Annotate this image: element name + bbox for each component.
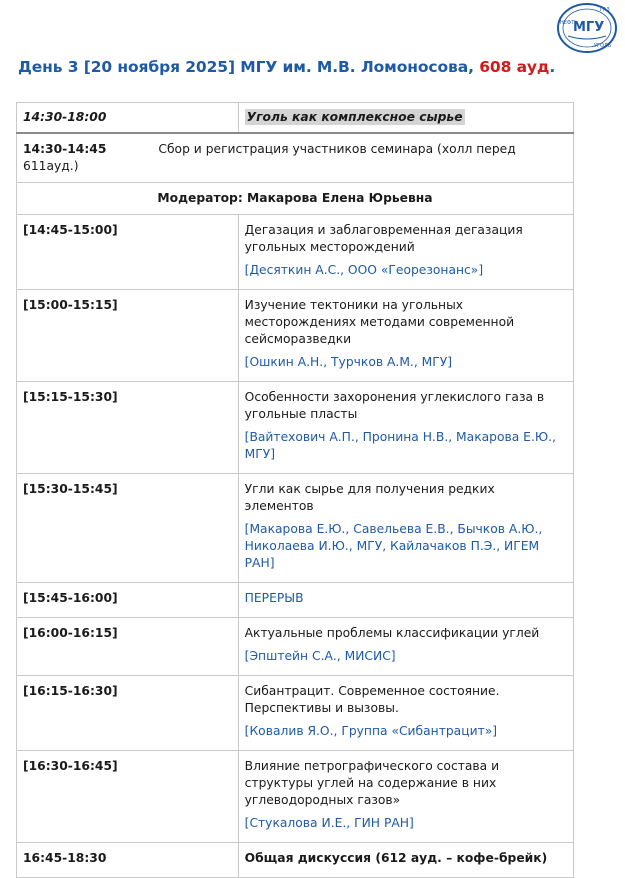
- day-heading: День 3 [20 ноября 2025] МГУ им. М.В. Ломоносова,: [18, 58, 480, 76]
- break-label: ПЕРЕРЫВ: [238, 583, 573, 618]
- talk-title: Особенности захоронения углекислого газа в угольные пласты: [244, 390, 545, 421]
- talk-time: [15:30-15:45]: [17, 474, 239, 583]
- talk-title: Угли как сырье для получения редких элементов: [244, 482, 495, 513]
- talk-authors: [Ошкин А.Н., Турчков А.М., МГУ]: [244, 355, 453, 369]
- talk-time: [16:00-16:15]: [17, 618, 239, 676]
- talk-authors: [Ковалив Я.О., Группа «Сибантрацит»]: [244, 724, 498, 738]
- talk-row: [17, 382, 574, 474]
- talk-cell: [238, 290, 573, 382]
- registration-cell: [17, 133, 574, 183]
- logo-top-text: ГАЗ: [600, 7, 610, 13]
- section-header-row: [17, 103, 574, 134]
- talk-time: [16:30-16:45]: [17, 751, 239, 843]
- registration-time: 14:30-14:45: [23, 142, 107, 156]
- talk-cell: [238, 474, 573, 583]
- talk-time: [16:15-16:30]: [17, 676, 239, 751]
- talk-time: [15:15-15:30]: [17, 382, 239, 474]
- talk-time: [14:45-15:00]: [17, 215, 239, 290]
- discussion-time: 16:45-18:30: [17, 843, 239, 878]
- logo-bottom-text: УГОЛЬ: [594, 43, 612, 49]
- talk-row: [17, 676, 574, 751]
- discussion-row: [17, 843, 574, 878]
- talk-row: [17, 290, 574, 382]
- page-title: [18, 58, 555, 76]
- section-title-cell: [238, 103, 573, 134]
- msu-logo: [556, 2, 618, 54]
- schedule-table: [16, 102, 574, 878]
- talk-cell: [238, 751, 573, 843]
- discussion-text: Общая дискуссия (612 ауд. – кофе-брейк): [238, 843, 573, 878]
- heading-dot: .: [549, 58, 556, 76]
- section-title: Уголь как комплексное сырье: [246, 110, 463, 124]
- moderator-row: [17, 183, 574, 215]
- talk-time: [15:00-15:15]: [17, 290, 239, 382]
- moderator: Модератор: Макарова Елена Юрьевна: [17, 183, 574, 215]
- talk-cell: [238, 382, 573, 474]
- room-number: 608 ауд: [479, 58, 550, 76]
- talk-authors: [Эпштейн С.А., МИСИС]: [244, 649, 396, 663]
- registration-row: [17, 133, 574, 183]
- logo-left-text: НЕФТЬ: [560, 20, 578, 26]
- talk-title: Дегазация и заблаговременная дегазация угольных месторождений: [244, 223, 523, 254]
- registration-text: Сбор и регистрация участников семинара (холл перед 611ауд.): [23, 142, 516, 173]
- talk-authors: [Вайтехович А.П., Пронина Н.В., Макарова Е.Ю., МГУ]: [244, 430, 556, 461]
- talk-title: Влияние петрографического состава и структуры углей на содержание в них углеводородных газов»: [244, 759, 500, 807]
- talk-title: Изучение тектоники на угольных месторождениях методами современной сейсморазведки: [244, 298, 515, 346]
- section-time: 14:30-18:00: [17, 103, 239, 134]
- talk-cell: [238, 618, 573, 676]
- talk-row: [17, 474, 574, 583]
- talk-row: [17, 618, 574, 676]
- talk-authors: [Макарова Е.Ю., Савельева Е.В., Бычков А.Ю., Николаева И.Ю., МГУ, Кайлачаков П.Э., ИГЕМ РАН]: [244, 522, 543, 570]
- talk-row: [17, 751, 574, 843]
- logo-center-text: МГУ: [573, 20, 605, 35]
- talk-authors: [Стукалова И.Е., ГИН РАН]: [244, 816, 414, 830]
- break-time: [15:45-16:00]: [17, 583, 239, 618]
- talk-title: Сибантрацит. Современное состояние. Перспективы и вызовы.: [244, 684, 500, 715]
- talk-authors: [Десяткин А.С., ООО «Георезонанс»]: [244, 263, 484, 277]
- break-row: [17, 583, 574, 618]
- talk-cell: [238, 676, 573, 751]
- talk-title: Актуальные проблемы классификации углей: [244, 626, 540, 640]
- talk-cell: [238, 215, 573, 290]
- talk-row: [17, 215, 574, 290]
